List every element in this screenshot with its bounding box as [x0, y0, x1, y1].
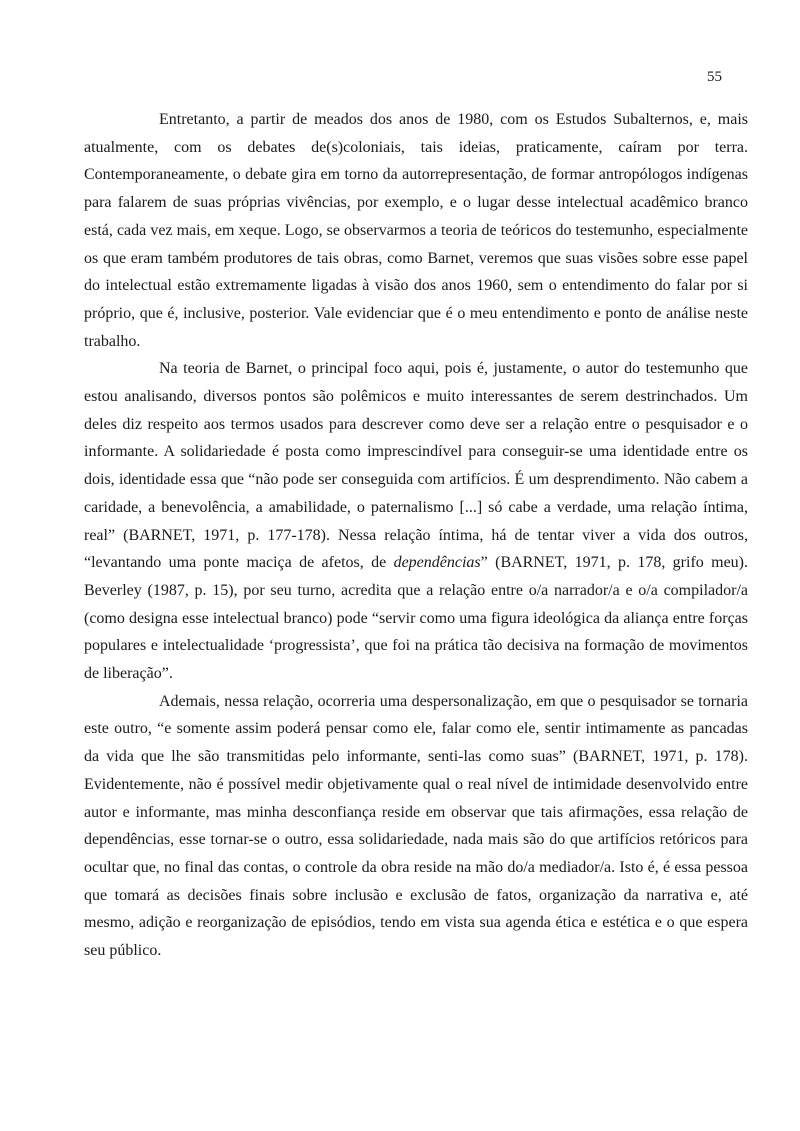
text-run: Na teoria de Barnet, o principal foco aqui, pois é, justamente, o autor do testemunho que estou analisando, diversos pontos são polêmicos e muito interessantes de serem destrinchados. Um deles diz respeito aos termos usados para descrever como deve ser a relação entre o pesquisador e o informante. A solidariedade é posta como imprescindível para conseguir-se uma identidade entre os dois, identidade essa que “não pode ser conseguida com artifícios. É um desprendimento. Não cabem a caridade, a benevolência, a amabilidade, o paternalismo [...] só cabe a verdade, uma relação íntima, real” (BARNET, 1971, p. 177-178). Nessa relação íntima, há de tentar viver a vida dos outros, “levantando uma ponte maciça de afetos, de [84, 360, 748, 572]
paragraph [84, 688, 748, 965]
text-run: Entretanto, a partir de meados dos anos de 1980, com os Estudos Subalternos, e, mais atualmente, com os debates de(s)coloniais, tais ideias, praticamente, caíram por terra. Contemporaneamente, o debate gira em torno da autorrepresentação, de formar antropólogos indígenas para falarem de suas próprias vivências, por exemplo, e o lugar desse intelectual acadêmico branco está, cada vez mais, em xeque. Logo, se observarmos a teoria de teóricos do testemunho, especialmente os que eram também produtores de tais obras, como Barnet, veremos que suas visões sobre esse papel do intelectual estão extremamente ligadas à visão dos anos 1960, sem o entendimento do falar por si próprio, que é, inclusive, posterior. Vale evidenciar que é o meu entendimento e ponto de análise neste trabalho. [84, 111, 748, 350]
page-number: 55 [707, 69, 722, 85]
text-run: ” (BARNET, 1971, p. 178, grifo meu). Beverley (1987, p. 15), por seu turno, acredita que a relação entre o/a narrador/a e o/a compilador/a (como designa esse intelectual branco) pode “servir como uma figura ideológica da aliança entre forças populares e intelectualidade ‘progressista’, que foi na prática tão decisiva na formação de movimentos de liberação”. [84, 554, 749, 683]
paragraph [84, 355, 748, 687]
emphasized-text: dependências [393, 554, 481, 572]
text-run: Ademais, nessa relação, ocorreria uma despersonalização, em que o pesquisador se tornaria este outro, “e somente assim poderá pensar como ele, falar como ele, sentir intimamente as pancadas da vida que lhe são transmitidas pelo informante, senti-las como suas” (BARNET, 1971, p. 178). Evidentemente, não é possível medir objetivamente qual o real nível de intimidade desenvolvido entre autor e informante, mas minha desconfiança reside em observar que tais afirmações, essa relação de dependências, esse tornar-se o outro, essa solidariedade, nada mais são do que artifícios retóricos para ocultar que, no final das contas, o controle da obra reside na mão do/a mediador/a. Isto é, é essa pessoa que tomará as decisões finais sobre inclusão e exclusão de fatos, organização da narrativa e, até mesmo, adição e reorganização de episódios, tendo em vista sua agenda ética e estética e o que espera seu público. [84, 692, 748, 960]
paragraph [84, 106, 748, 355]
document-body [84, 106, 748, 965]
